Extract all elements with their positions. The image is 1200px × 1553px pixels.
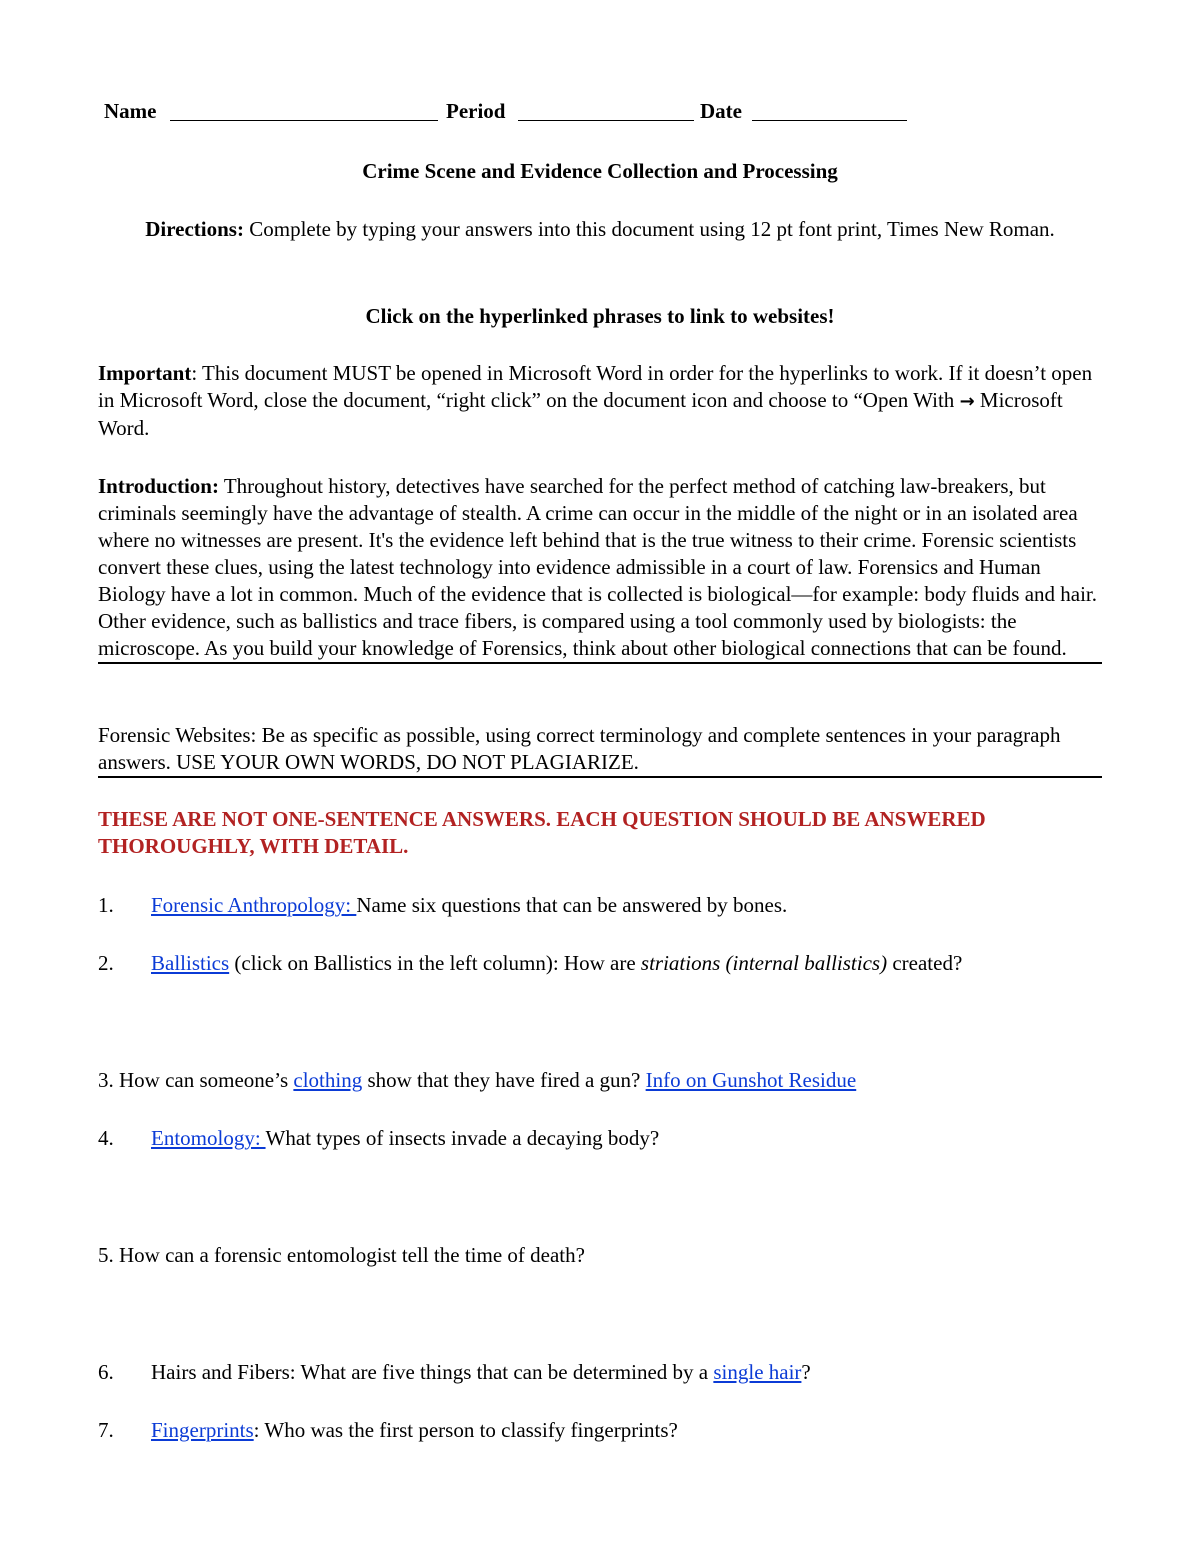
important-label: Important <box>98 361 192 385</box>
hyperlink-note: Click on the hyperlinked phrases to link to websites! <box>365 304 835 328</box>
period-label: Period <box>446 99 506 123</box>
question-number: 6. <box>98 1360 114 1384</box>
question-1 <box>98 892 1102 919</box>
websites-note: Forensic Websites: Be as specific as possible, using correct terminology and complete sentences in your paragraph answers. USE YOUR OWN WORDS, DO NOT PLAGIARIZE. <box>98 722 1102 778</box>
question-text: Name six questions that can be answered by bones. <box>356 893 788 917</box>
question-italic-text: striations (internal ballistics) <box>640 951 888 975</box>
period-blank[interactable] <box>518 98 694 128</box>
question-text: (click on Ballistics in the left column): How are <box>229 951 641 975</box>
question-number: 4. <box>98 1126 114 1150</box>
question-number: 2. <box>98 951 114 975</box>
important-paragraph <box>98 360 1102 442</box>
page-title: Crime Scene and Evidence Collection and Processing <box>362 159 838 183</box>
date-blank[interactable] <box>752 98 907 128</box>
question-5 <box>98 1242 1102 1269</box>
warning-text: THESE ARE NOT ONE-SENTENCE ANSWERS. EACH QUESTION SHOULD BE ANSWERED THOROUGHLY, WITH DETAIL. <box>98 807 986 858</box>
question-6 <box>98 1359 1102 1386</box>
question-text: 5. How can a forensic entomologist tell the time of death? <box>98 1243 585 1267</box>
single-hair-link[interactable]: single hair <box>713 1360 802 1384</box>
forensic-anthropology-link[interactable]: Forensic Anthropology: <box>151 893 357 917</box>
question-text: What types of insects invade a decaying body? <box>265 1126 660 1150</box>
question-text-end: ? <box>801 1360 811 1384</box>
question-7 <box>98 1417 1102 1444</box>
question-4 <box>98 1125 1102 1152</box>
question-text: : Who was the first person to classify fingerprints? <box>253 1418 678 1442</box>
fingerprints-link[interactable]: Fingerprints <box>151 1418 254 1442</box>
question-text: 3. How can someone’s <box>98 1068 294 1092</box>
question-text-end: created? <box>887 951 963 975</box>
question-3 <box>98 1067 1102 1094</box>
directions-label: Directions: <box>145 217 244 241</box>
directions-text: Complete by typing your answers into this document using 12 pt font print, Times New Roman. <box>243 217 1055 241</box>
directions-paragraph <box>98 216 1102 243</box>
name-label: Name <box>104 99 157 123</box>
question-text-mid: show that they have fired a gun? <box>362 1068 646 1092</box>
arrow-icon: → <box>959 391 975 412</box>
important-text: : This document MUST be opened in Microsoft Word in order for the hyperlinks to work. If it doesn’t open in Microsoft Word, close the document, “right click” on the document icon and choose to “Open With <box>98 361 1093 412</box>
question-number: 1. <box>98 893 114 917</box>
ballistics-link[interactable]: Ballistics <box>151 951 230 975</box>
question-text: Hairs and Fibers: What are five things that can be determined by a <box>151 1360 714 1384</box>
introduction-label: Introduction: <box>98 474 219 498</box>
introduction-text: Throughout history, detectives have searched for the perfect method of catching law-breakers, but criminals seemingly have the advantage of stealth. A crime can occur in the middle of the night or in an isolated area where no witnesses are present. It's the evidence left behind that is the true witness to their crime. Forensic scientists convert these clues, using the latest technology into evidence admissible in a court of law. Forensics and Human Biology have a lot in common. Much of the evidence that is collected is biological—for example: body fluids and hair. Other evidence, such as ballistics and trace fibers, is compared using a tool commonly used by biologists: the microscope. As you build your knowledge of Forensics, think about other biological connections that can be found. <box>98 474 1098 660</box>
gunshot-residue-link[interactable]: Info on Gunshot Residue <box>645 1068 857 1092</box>
entomology-link[interactable]: Entomology: <box>151 1126 266 1150</box>
date-label: Date <box>700 99 742 123</box>
student-info-header <box>98 98 1102 132</box>
clothing-link[interactable]: clothing <box>293 1068 363 1092</box>
name-blank[interactable] <box>170 98 438 128</box>
question-2 <box>98 950 1102 977</box>
important-text-end: Microsoft Word. <box>98 388 1063 440</box>
introduction-paragraph <box>98 473 1102 664</box>
question-number: 7. <box>98 1418 114 1442</box>
